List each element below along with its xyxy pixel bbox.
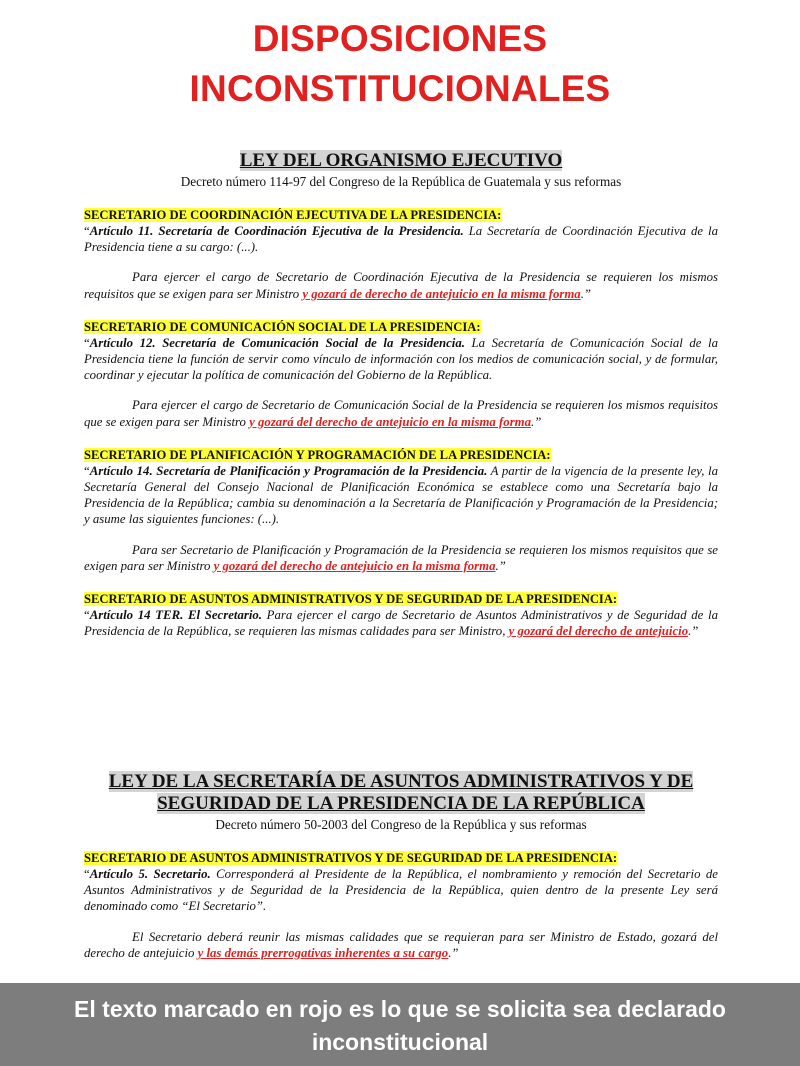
law-2-subtitle: Decreto número 50-2003 del Congreso de la República y sus reformas	[215, 817, 587, 832]
red-highlight-text: y gozará de derecho de antejuicio en la misma forma	[302, 286, 581, 301]
requirement-paragraph: Para ser Secretario de Planificación y Programación de la Presidencia se requieren los mismos requisitos que se exigen para ser Ministro y gozará del derecho de antejuicio en la misma forma.”	[84, 542, 718, 573]
article-paragraph: “Artículo 14 TER. El Secretario. Para ejercer el cargo de Secretario de Asuntos Administrativos y de Seguridad de la Presidencia de la República, se requieren las mismas calidades para ser Ministro, y gozará del derecho de antejuicio.”	[84, 608, 719, 639]
red-highlight-text: y gozará del derecho de antejuicio	[508, 624, 689, 639]
article-paragraph: “Artículo 11. Secretaría de Coordinación Ejecutiva de la Presidencia. La Secretaría de Coordinación Ejecutiva de la Presidencia tiene a su cargo: (...).	[84, 224, 718, 255]
article-title: Artículo 12. Secretaría de Comunicación Social de la Presidencia.	[89, 335, 465, 350]
law-2-title: LEY DE LA SECRETARÍA DE ASUNTOS ADMINISTRATIVOS Y DE SEGURIDAD DE LA PRESIDENCIA DE LA REPÚBLICA	[108, 771, 694, 814]
main-title	[0, 14, 800, 114]
law-1-title: LEY DEL ORGANISMO EJECUTIVO	[239, 150, 563, 171]
article-title: Artículo 11. Secretaría de Coordinación Ejecutiva de la Presidencia.	[89, 224, 464, 238]
article-title: Artículo 14. Secretaría de Planificación y Programación de la Presidencia.	[89, 463, 488, 478]
law-1-block	[84, 150, 718, 639]
requirement-paragraph: Para ejercer el cargo de Secretario de Comunicación Social de la Presidencia se requieren los mismos requisitos que se exigen para ser Ministro y gozará del derecho de antejuicio en la misma forma.”	[84, 398, 718, 429]
footer-banner	[0, 983, 800, 1066]
requirement-paragraph: El Secretario deberá reunir las mismas calidades que se requieran para ser Ministro de Estado, gozará del derecho de antejuicio y las demás prerrogativas inherentes a su cargo.”	[84, 929, 718, 960]
article-paragraph: “Artículo 12. Secretaría de Comunicación Social de la Presidencia. La Secretaría de Comunicación Social de la Presidencia tiene la función de servir como vínculo de información con los medios de comunicación social, y de formular, coordinar y ejecutar la política de comunicación del Gobierno de la República.	[84, 335, 718, 383]
section-heading: SECRETARIO DE ASUNTOS ADMINISTRATIVOS Y DE SEGURIDAD DE LA PRESIDENCIA:	[84, 592, 618, 607]
law-1-subtitle: Decreto número 114-97 del Congreso de la República de Guatemala y sus reformas	[180, 174, 622, 189]
main-title-line-1: DISPOSICIONES	[252, 18, 548, 59]
requirement-paragraph: Para ejercer el cargo de Secretario de Coordinación Ejecutiva de la Presidencia se requieren los mismos requisitos que se exigen para ser Ministro y gozará de derecho de antejuicio en la misma forma.”	[84, 270, 718, 301]
section-heading: SECRETARIO DE COMUNICACIÓN SOCIAL DE LA PRESIDENCIA:	[84, 319, 481, 334]
section-heading: SECRETARIO DE COORDINACIÓN EJECUTIVA DE LA PRESIDENCIA:	[84, 208, 502, 222]
footer-line-1: El texto marcado en rojo es lo que se solicita sea declarado	[74, 996, 726, 1022]
article-paragraph: “Artículo 14. Secretaría de Planificación y Programación de la Presidencia. A partir de la vigencia de la presente ley, la Secretaría General del Consejo Nacional de Planificación Económica se establece como una Secretaría bajo la Presidencia de la República; cambia su denominación a la Secretaría de Planificación y Programación de la Presidencia; y asume las siguientes funciones: (...).	[84, 463, 718, 527]
article-paragraph: “Artículo 5. Secretario. Corresponderá al Presidente de la República, el nombramiento y remoción del Secretario de Asuntos Administrativos y de Seguridad de la Presidencia de la República, quien dentro de la presente Ley será denominado como “El Secretario”.	[84, 867, 718, 914]
section-heading: SECRETARIO DE PLANIFICACIÓN Y PROGRAMACIÓN DE LA PRESIDENCIA:	[84, 447, 551, 462]
red-highlight-text: y gozará del derecho de antejuicio en la misma forma	[213, 558, 496, 573]
law-2-block	[84, 771, 718, 961]
article-title: Artículo 5. Secretario.	[89, 867, 211, 881]
red-highlight-text: y gozará del derecho de antejuicio en la misma forma	[249, 414, 532, 429]
red-highlight-text: y las demás prerrogativas inherentes a su cargo	[197, 945, 449, 960]
section-heading: SECRETARIO DE ASUNTOS ADMINISTRATIVOS Y DE SEGURIDAD DE LA PRESIDENCIA:	[84, 851, 618, 865]
main-title-line-2: INCONSTITUCIONALES	[189, 68, 611, 109]
article-title: Artículo 14 TER. El Secretario.	[89, 608, 262, 623]
footer-line-2: inconstitucional	[311, 1029, 489, 1055]
